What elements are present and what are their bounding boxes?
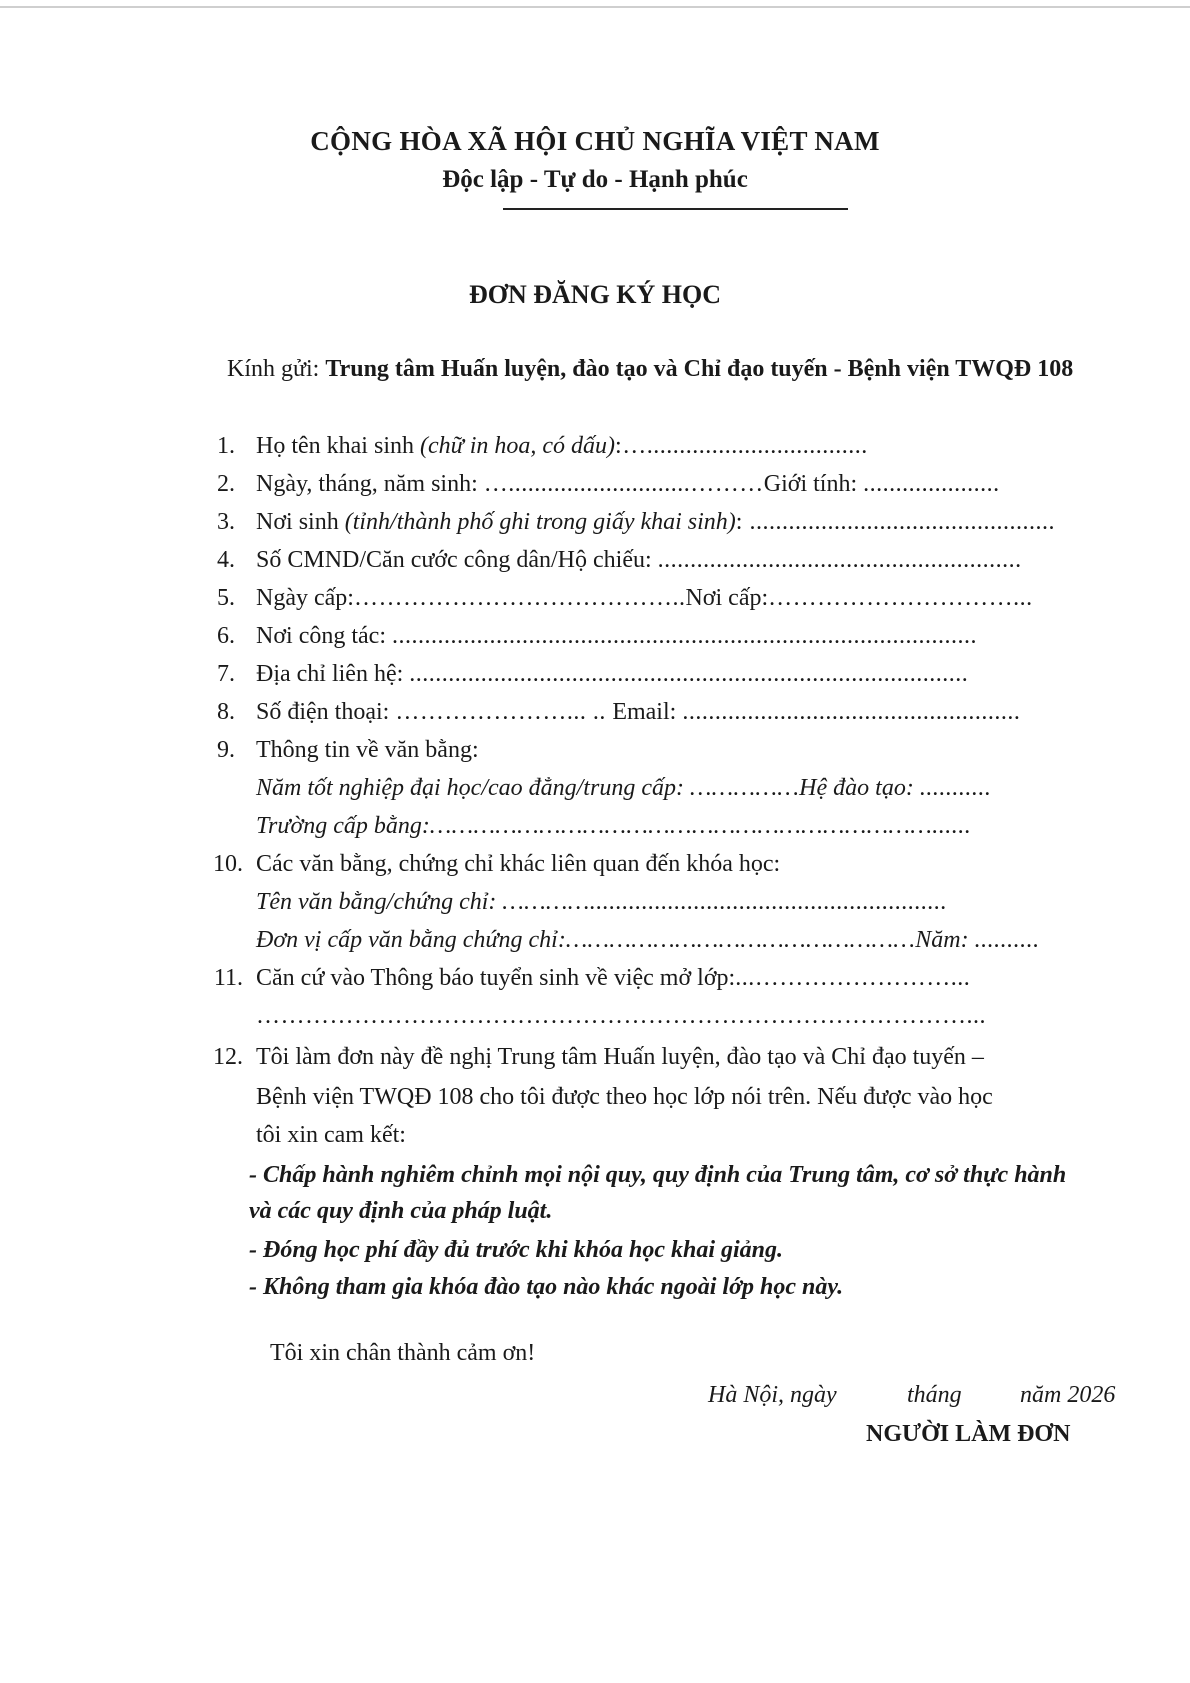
birth-place-field[interactable]: : ...............................................	[735, 509, 1055, 535]
item-number: 1.	[217, 433, 235, 459]
field-label: Trường cấp bằng:	[256, 813, 430, 839]
item-degree-year	[256, 773, 991, 803]
commitment-1-line-2: và các quy định của pháp luật.	[249, 1198, 553, 1224]
issue-place-field[interactable]: …………………………...	[768, 585, 1033, 611]
field-label: Đơn vị cấp văn bằng chứng chỉ:	[256, 927, 566, 953]
request-line-1: Tôi làm đơn này đề nghị Trung tâm Huấn luyện, đào tạo và Chỉ đạo tuyến –	[256, 1044, 984, 1070]
request-line-3: tôi xin cam kết:	[256, 1122, 406, 1148]
nation-heading: CỘNG HÒA XÃ HỘI CHỦ NGHĨA VIỆT NAM	[310, 126, 880, 156]
scan-edge-line	[0, 6, 1190, 8]
field-hint: (chữ in hoa, có dấu)	[419, 433, 616, 459]
email-field[interactable]: ....................................................	[682, 699, 1021, 725]
item-enrollment-notice	[256, 963, 970, 993]
place-date-month: tháng	[907, 1382, 962, 1408]
birth-date-field[interactable]: …............................………	[483, 471, 764, 497]
field-label: Giới tính:	[763, 471, 864, 497]
item-number: 9.	[217, 737, 235, 763]
item-number: 8.	[217, 699, 235, 725]
certificate-name-field[interactable]: ………….......................................................	[502, 889, 948, 915]
field-label: Ngày, tháng, năm sinh:	[256, 471, 484, 497]
item-number: 12.	[213, 1044, 243, 1070]
field-label: Ngày cấp:	[256, 585, 354, 611]
item-id-number	[256, 545, 1022, 575]
training-system-field[interactable]: ...........	[919, 775, 992, 801]
signer-title: NGƯỜI LÀM ĐƠN	[866, 1421, 1071, 1447]
enrollment-notice-field-line2[interactable]: ……………………………………………………………………………...	[256, 1003, 986, 1029]
field-label: Hệ đào tạo:	[799, 775, 920, 801]
form-title: ĐƠN ĐĂNG KÝ HỌC	[468, 280, 722, 309]
issue-date-field[interactable]: …………………………………..	[353, 585, 686, 611]
field-label: Họ tên khai sinh	[256, 433, 420, 459]
field-label: Tên văn bằng/chứng chỉ:	[256, 889, 503, 915]
gender-field[interactable]: .....................	[863, 471, 1000, 497]
item-birth-date	[256, 469, 1000, 499]
item-certificate-issuer	[256, 925, 1040, 955]
field-label: Địa chỉ liên hệ:	[256, 661, 410, 687]
item-contact	[256, 697, 1020, 727]
addressee-line	[227, 356, 1073, 383]
addressee-label: Kính gửi:	[227, 356, 326, 382]
item-birth-place	[256, 507, 1055, 537]
addressee-recipient: Trung tâm Huấn luyện, đào tạo và Chỉ đạo tuyến - Bệnh viện TWQĐ 108	[325, 356, 1074, 382]
item-number: 10.	[213, 851, 243, 877]
item-certificate-name	[256, 887, 947, 917]
item-number: 5.	[217, 585, 235, 611]
field-label: Năm:	[915, 927, 975, 953]
place-date-day: Hà Nội, ngày	[708, 1382, 837, 1408]
item-full-name	[256, 431, 868, 461]
field-label: Nơi công tác:	[256, 623, 392, 649]
item-workplace	[256, 621, 977, 651]
commitment-3: - Không tham gia khóa đào tạo nào khác ngoài lớp học này.	[249, 1274, 844, 1300]
item-number: 7.	[217, 661, 235, 687]
item-number: 4.	[217, 547, 235, 573]
thanks-line: Tôi xin chân thành cảm ơn!	[270, 1340, 536, 1366]
field-label: Nơi cấp:	[685, 585, 769, 611]
field-label: Số điện thoại:	[256, 699, 396, 725]
workplace-field[interactable]: ..........................................................................................	[391, 623, 977, 649]
certificate-issuer-field[interactable]: …………………………………………	[565, 927, 916, 953]
item-address	[256, 659, 968, 689]
motto-heading: Độc lập - Tự do - Hạnh phúc	[442, 166, 748, 193]
request-line-2: Bệnh viện TWQĐ 108 cho tôi được theo học lớp nói trên. Nếu được vào học	[256, 1084, 993, 1110]
item-issue-info	[256, 583, 1033, 613]
graduation-year-field[interactable]: ……………	[689, 775, 800, 801]
enrollment-notice-field[interactable]: ...……………………...	[735, 965, 971, 991]
commitment-2: - Đóng học phí đầy đủ trước khi khóa học khai giảng.	[249, 1237, 783, 1263]
field-label: Căn cứ vào Thông báo tuyển sinh về việc mở lớp:	[256, 965, 736, 991]
full-name-field[interactable]: :…..................................	[615, 433, 868, 459]
issuing-school-field[interactable]: ……………………………………………………………......	[429, 813, 972, 839]
place-date-year: năm 2026	[1020, 1382, 1116, 1408]
phone-field[interactable]: …………………... ..	[395, 699, 613, 725]
item-number: 3.	[217, 509, 235, 535]
item-degree-heading: Thông tin về văn bằng:	[256, 737, 479, 763]
item-number: 11.	[213, 965, 243, 991]
item-certificates-heading: Các văn bằng, chứng chỉ khác liên quan đến khóa học:	[256, 851, 781, 877]
address-field[interactable]: ......................................................................................	[409, 661, 969, 687]
field-label: Email:	[612, 699, 683, 725]
field-hint: (tỉnh/thành phố ghi trong giấy khai sinh)	[344, 509, 736, 535]
id-number-field[interactable]: ........................................................	[657, 547, 1022, 573]
certificate-year-field[interactable]: ..........	[974, 927, 1040, 953]
commitment-1-line-1: - Chấp hành nghiêm chỉnh mọi nội quy, quy định của Trung tâm, cơ sở thực hành	[249, 1162, 1067, 1188]
field-label: Số CMND/Căn cước công dân/Hộ chiếu:	[256, 547, 658, 573]
field-label: Nơi sinh	[256, 509, 345, 535]
field-label: Năm tốt nghiệp đại học/cao đẳng/trung cấp:	[256, 775, 690, 801]
item-number: 2.	[217, 471, 235, 497]
item-number: 6.	[217, 623, 235, 649]
motto-underline	[503, 208, 848, 210]
item-degree-school	[256, 811, 971, 841]
